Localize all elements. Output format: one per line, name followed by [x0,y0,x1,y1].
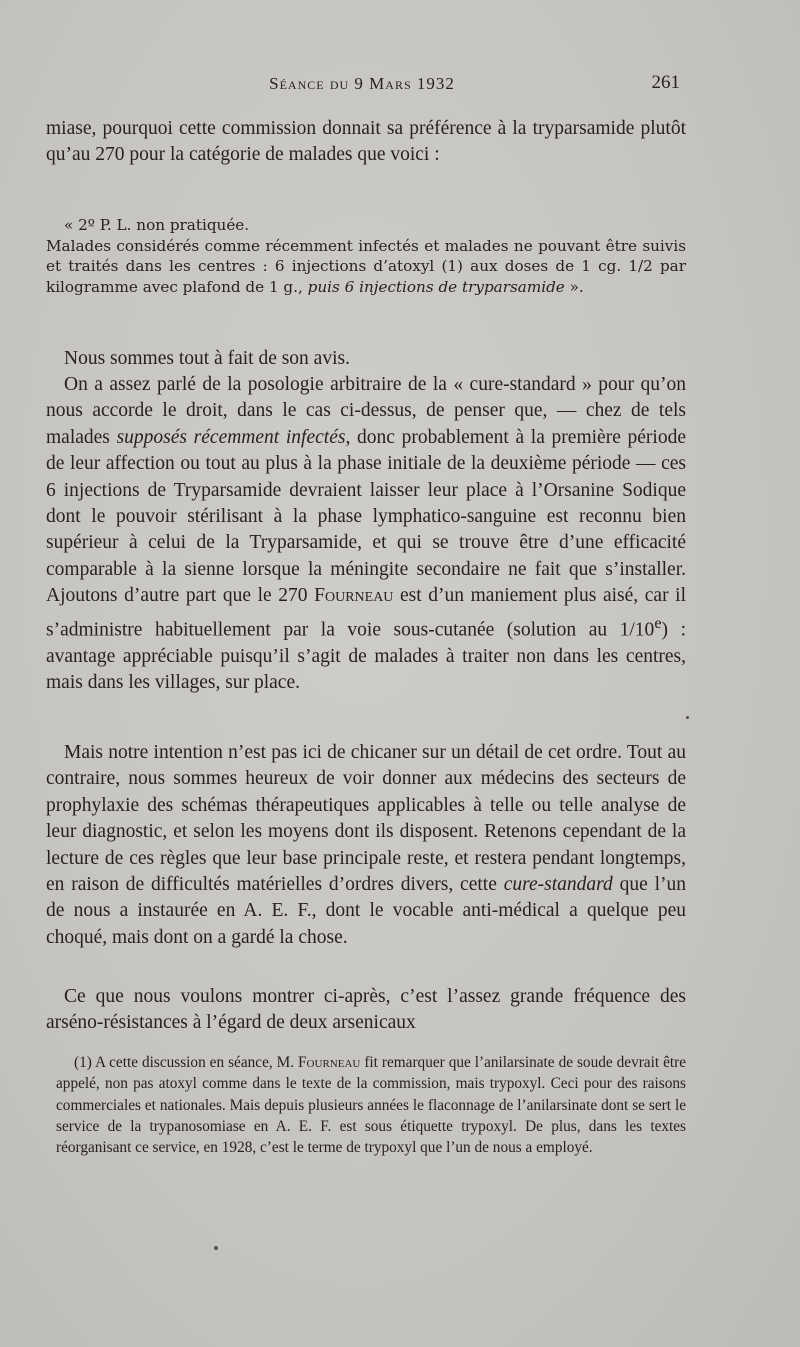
text-run: , donc probablement à la première période de leur affection ou tout au plus à la phase initiale de la deuxième période — ces 6 injections de Tryparsamide devraient laisser leur place à l’Orsanine Sodique dont le pouvoir stérilisant à la phase lymphatico-sanguine est reconnu bien supérieur à celui de la Tryparsamide, et qui se trouve être d’une efficacité comparable à la sienne lorsque la méningite secondaire ne fait que s’installer. Ajoutons d’autre part que le 270 [46,426,686,607]
small-caps-name: Fourneau [314,585,394,607]
quote-italic: puis 6 injections de tryparsamide [307,277,565,296]
ink-spot [214,1246,218,1250]
small-caps-name: Fourneau [298,1054,361,1071]
quote-body [46,237,686,296]
italic-run: supposés récemment infectés [116,426,346,448]
text-run: que l’un de nous a instaurée en A. E. F., dont le vocable anti-médical a quelque peu choqué, mais dont on a gardé la chose. [46,874,686,948]
paragraph-intention [46,740,686,951]
ink-spot [686,716,689,719]
paragraph-posology [46,372,686,696]
paragraph-continuation: miase, pourquoi cette commission donnait sa préférence à la tryparsamide plutôt qu’au 270 pour la catégorie de malades que voici : [46,118,686,166]
quote-end: ». [564,277,584,296]
paragraph-resistance: Ce que nous voulons montrer ci-après, c’est l’assez grande fréquence des arséno-résistances à l’égard de deux arsenicaux [46,986,686,1034]
footnote [56,1052,686,1158]
commission-quote [46,215,686,297]
running-head: Séance du 9 Mars 1932 [269,74,455,93]
text-run: est d’un maniement plus aisé, car il s’administre habituellement par la voie sous-cutanée (solution au 1/10 [46,585,686,641]
text-run: ) : avantage appréciable puisqu’il s’agit de malades à traiter non dans les centres, mais dans les villages, sur place. [46,619,686,693]
page-number: 261 [651,72,680,93]
paragraph-agreement: Nous sommes tout à fait de son avis. [64,348,350,369]
text-run: fit remarquer que l’anilarsinate de soude devrait être appelé, non pas atoxyl comme dans le texte de la commission, mais trypoxyl. Ceci pour des raisons commerciales et nationales. Mais depuis plusieurs années le flaconnage de l’anilarsinate dont se sert le service de la trypanosomiase en A. E. F. est sous étiquette trypoxyl. De plus, dans les textes réorganisant ce service, en 1928, c’est le terme de trypoxyl que l’un de nous a employé. [56,1054,686,1157]
italic-run: cure-standard [503,874,613,896]
quote-body-text: Malades considérés comme récemment infectés et malades ne pouvant être suivis et traités dans les centres : 6 injections d’atoxyl (1) aux doses de 1 cg. 1/2 par kilogramme avec plafond de 1 g., [46,236,686,296]
text-run: Mais notre intention n’est pas ici de chicaner sur un détail de cet ordre. Tout au contraire, nous sommes heureux de voir donner aux médecins des secteurs de prophylaxie des schémas thérapeutiques applicables à telle ou telle analyse de leur diagnostic, et selon les moyens dont ils disposent. Retenons cependant de la lecture de ces règles que leur base principale reste, et restera pendant longtemps, en raison de difficultés matérielles d’ordres divers, cette [46,742,686,896]
quote-first-line: « 2º P. L. non pratiquée. [64,216,250,234]
text-run: On a assez parlé de la posologie arbitraire de la « cure-standard » pour qu’on nous accorde le droit, dans le cas ci-dessus, de penser que, — chez de tels malades [46,374,686,448]
page-header [44,68,680,98]
superscript: e [654,613,662,632]
text-run: (1) A cette discussion en séance, M. [74,1054,299,1071]
